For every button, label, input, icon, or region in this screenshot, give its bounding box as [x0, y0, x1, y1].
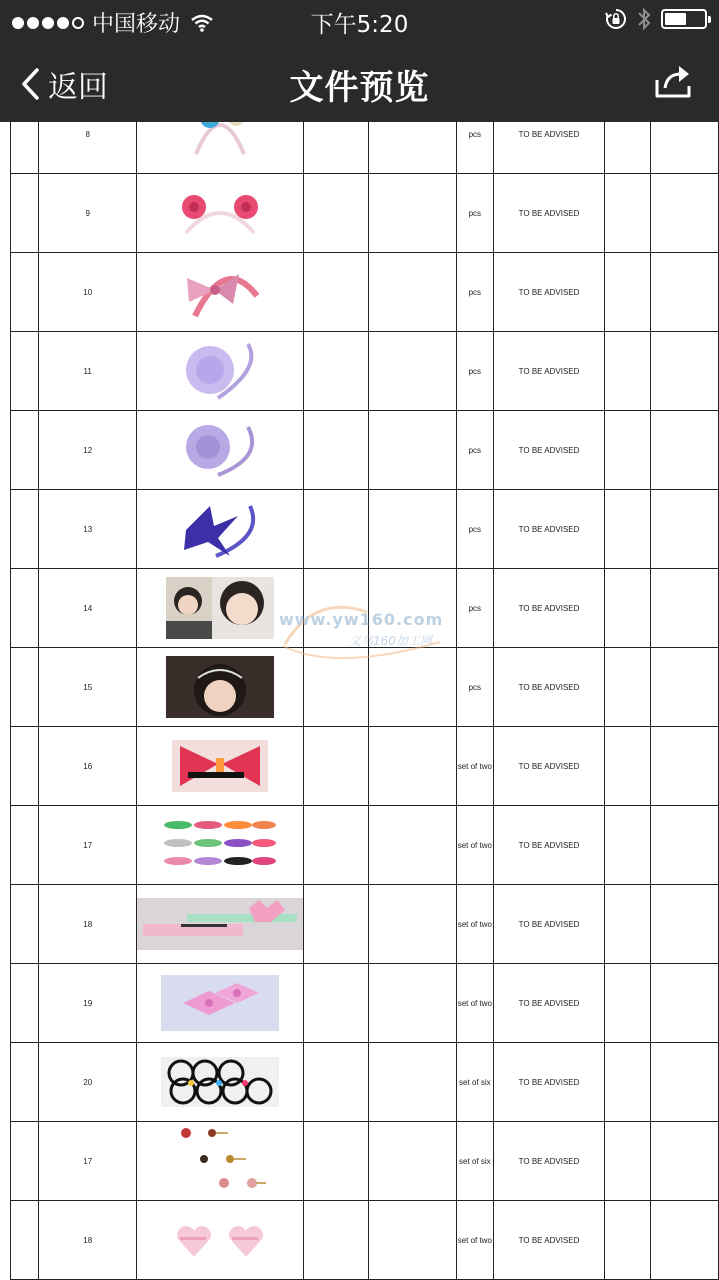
item-number: 17	[39, 806, 137, 885]
blank-cell	[650, 490, 719, 569]
product-image-cell	[137, 964, 304, 1043]
table-row	[11, 122, 719, 174]
table-row	[11, 174, 719, 253]
share-icon	[653, 62, 693, 100]
product-image-cell	[137, 174, 304, 253]
item-number: 16	[39, 727, 137, 806]
item-number: 9	[39, 174, 137, 253]
item-number: 15	[39, 648, 137, 727]
blank-cell	[304, 253, 369, 332]
item-number: 8	[39, 122, 137, 174]
product-image-cell	[137, 885, 304, 964]
blank-cell	[650, 122, 719, 174]
blank-cell	[368, 1122, 456, 1201]
lavender-flower-headband-icon	[174, 338, 266, 404]
document-preview[interactable]	[0, 122, 719, 1280]
blank-cell	[605, 122, 650, 174]
blank-cell	[605, 332, 650, 411]
bluetooth-icon	[637, 7, 651, 31]
table-row	[11, 411, 719, 490]
table-row	[11, 569, 719, 648]
share-button[interactable]	[653, 62, 693, 104]
rotation-lock-icon	[605, 8, 627, 30]
product-image-cell	[137, 1122, 304, 1201]
blank-cell	[11, 1043, 39, 1122]
blank-cell	[11, 885, 39, 964]
blank-cell	[605, 964, 650, 1043]
status-time: 下午5:20	[310, 12, 409, 38]
table-row	[11, 648, 719, 727]
blank-cell	[605, 1043, 650, 1122]
status-cell: TO BE ADVISED	[493, 1122, 605, 1201]
hair-ties-icon	[161, 1057, 279, 1107]
blank-cell	[304, 885, 369, 964]
item-number: 19	[39, 964, 137, 1043]
blank-cell	[605, 253, 650, 332]
blank-cell	[605, 1201, 650, 1280]
unit-cell: pcs	[457, 569, 493, 648]
blank-cell	[304, 1122, 369, 1201]
blank-cell	[650, 1122, 719, 1201]
blank-cell	[11, 332, 39, 411]
watermark-subtext: 义乌160加工网	[349, 634, 432, 648]
blank-cell	[11, 569, 39, 648]
blank-cell	[650, 411, 719, 490]
back-button[interactable]	[20, 62, 108, 106]
table-row	[11, 885, 719, 964]
lilac-flower-headband-icon	[174, 417, 266, 483]
blank-cell	[11, 964, 39, 1043]
item-number: 11	[39, 332, 137, 411]
page-title: 文件预览	[289, 68, 430, 108]
product-image-cell	[137, 490, 304, 569]
item-number: 17	[39, 1122, 137, 1201]
blank-cell	[11, 174, 39, 253]
unit-cell: set of two	[457, 806, 493, 885]
blank-cell	[605, 569, 650, 648]
unit-cell: pcs	[457, 648, 493, 727]
unit-cell: pcs	[457, 332, 493, 411]
status-cell: TO BE ADVISED	[493, 727, 605, 806]
product-image-cell	[137, 122, 304, 174]
blank-cell	[304, 648, 369, 727]
product-image-cell	[137, 648, 304, 727]
blank-cell	[650, 569, 719, 648]
blank-cell	[11, 411, 39, 490]
item-number: 18	[39, 885, 137, 964]
blank-cell	[304, 806, 369, 885]
unit-cell: set of two	[457, 1201, 493, 1280]
product-image-cell	[137, 411, 304, 490]
blank-cell	[368, 648, 456, 727]
blank-cell	[368, 332, 456, 411]
blank-cell	[11, 727, 39, 806]
blank-cell	[368, 1043, 456, 1122]
product-image-cell	[137, 727, 304, 806]
blank-cell	[368, 411, 456, 490]
status-cell: TO BE ADVISED	[493, 1043, 605, 1122]
unit-cell: set of six	[457, 1043, 493, 1122]
unit-cell: set of two	[457, 885, 493, 964]
blank-cell	[650, 648, 719, 727]
blank-cell	[304, 964, 369, 1043]
battery-icon	[661, 9, 707, 29]
table-row	[11, 332, 719, 411]
table-row	[11, 1122, 719, 1201]
red-bow-clip-icon	[170, 736, 270, 796]
purple-flower-headband-icon	[174, 496, 266, 562]
carrier-name: 中国移动	[92, 12, 181, 37]
rose-ears-headband-icon	[172, 183, 268, 243]
blank-cell	[605, 174, 650, 253]
nav-bar	[0, 40, 719, 122]
blank-cell	[368, 253, 456, 332]
blank-cell	[304, 1043, 369, 1122]
blank-cell	[368, 806, 456, 885]
blank-cell	[304, 122, 369, 174]
blank-cell	[650, 727, 719, 806]
gingham-crown-clip-icon	[137, 898, 303, 950]
chevron-left-icon	[20, 67, 42, 101]
item-number: 14	[39, 569, 137, 648]
item-number: 10	[39, 253, 137, 332]
blank-cell	[650, 253, 719, 332]
status-bar	[0, 0, 719, 40]
stud-earrings-icon	[170, 1125, 270, 1197]
status-cell: TO BE ADVISED	[493, 964, 605, 1043]
blank-cell	[368, 964, 456, 1043]
table-row	[11, 1201, 719, 1280]
blank-cell	[11, 648, 39, 727]
table-row	[11, 490, 719, 569]
girl-headband-photo-icon	[166, 656, 274, 718]
table-row	[11, 806, 719, 885]
colorful-snap-clips-icon	[160, 817, 280, 873]
product-image-cell	[137, 1043, 304, 1122]
table-row	[11, 727, 719, 806]
status-cell: TO BE ADVISED	[493, 253, 605, 332]
blank-cell	[368, 727, 456, 806]
table-row	[11, 1043, 719, 1122]
blank-cell	[650, 806, 719, 885]
blank-cell	[304, 727, 369, 806]
blank-cell	[11, 122, 39, 174]
status-cell: TO BE ADVISED	[493, 122, 605, 174]
status-cell: TO BE ADVISED	[493, 885, 605, 964]
blank-cell	[650, 174, 719, 253]
unit-cell: set of two	[457, 964, 493, 1043]
blank-cell	[304, 569, 369, 648]
unit-cell: pcs	[457, 490, 493, 569]
status-cell: TO BE ADVISED	[493, 411, 605, 490]
status-right	[605, 7, 707, 31]
item-number: 12	[39, 411, 137, 490]
status-cell: TO BE ADVISED	[493, 490, 605, 569]
blank-cell	[368, 569, 456, 648]
blank-cell	[368, 174, 456, 253]
blank-cell	[11, 1201, 39, 1280]
blank-cell	[650, 1043, 719, 1122]
status-cell: TO BE ADVISED	[493, 1201, 605, 1280]
sequin-bow-headband-icon	[175, 260, 265, 324]
back-label: 返回	[48, 70, 108, 105]
status-cell: TO BE ADVISED	[493, 332, 605, 411]
status-cell: TO BE ADVISED	[493, 806, 605, 885]
product-image-cell	[137, 1201, 304, 1280]
blank-cell	[368, 490, 456, 569]
blank-cell	[605, 1122, 650, 1201]
girl-tiara-photo-icon	[166, 577, 274, 639]
blank-cell	[650, 885, 719, 964]
blank-cell	[11, 806, 39, 885]
unit-cell: pcs	[457, 174, 493, 253]
blank-cell	[605, 885, 650, 964]
blank-cell	[650, 332, 719, 411]
blank-cell	[11, 253, 39, 332]
pink-bow-clips-icon	[161, 975, 279, 1031]
unit-cell: pcs	[457, 122, 493, 174]
table-row	[11, 964, 719, 1043]
blank-cell	[304, 174, 369, 253]
flower-headband-blue-icon	[180, 122, 260, 164]
product-image-cell	[137, 806, 304, 885]
item-number: 18	[39, 1201, 137, 1280]
blank-cell	[605, 806, 650, 885]
blank-cell	[605, 648, 650, 727]
heart-clips-icon	[170, 1215, 270, 1265]
watermark-text: www.yw160.com	[279, 610, 444, 629]
blank-cell	[650, 1201, 719, 1280]
blank-cell	[368, 1201, 456, 1280]
status-cell: TO BE ADVISED	[493, 648, 605, 727]
table-row	[11, 253, 719, 332]
status-cell: TO BE ADVISED	[493, 569, 605, 648]
status-cell: TO BE ADVISED	[493, 174, 605, 253]
item-number: 13	[39, 490, 137, 569]
product-table	[10, 122, 719, 1280]
blank-cell	[304, 332, 369, 411]
product-image-cell	[137, 569, 304, 648]
blank-cell	[605, 411, 650, 490]
blank-cell	[605, 490, 650, 569]
blank-cell	[304, 411, 369, 490]
unit-cell: set of two	[457, 727, 493, 806]
blank-cell	[650, 964, 719, 1043]
blank-cell	[605, 727, 650, 806]
unit-cell: pcs	[457, 411, 493, 490]
blank-cell	[304, 1201, 369, 1280]
blank-cell	[11, 490, 39, 569]
unit-cell: pcs	[457, 253, 493, 332]
product-image-cell	[137, 253, 304, 332]
product-image-cell	[137, 332, 304, 411]
item-number: 20	[39, 1043, 137, 1122]
blank-cell	[368, 885, 456, 964]
blank-cell	[368, 122, 456, 174]
blank-cell	[304, 490, 369, 569]
blank-cell	[11, 1122, 39, 1201]
unit-cell: set of six	[457, 1122, 493, 1201]
